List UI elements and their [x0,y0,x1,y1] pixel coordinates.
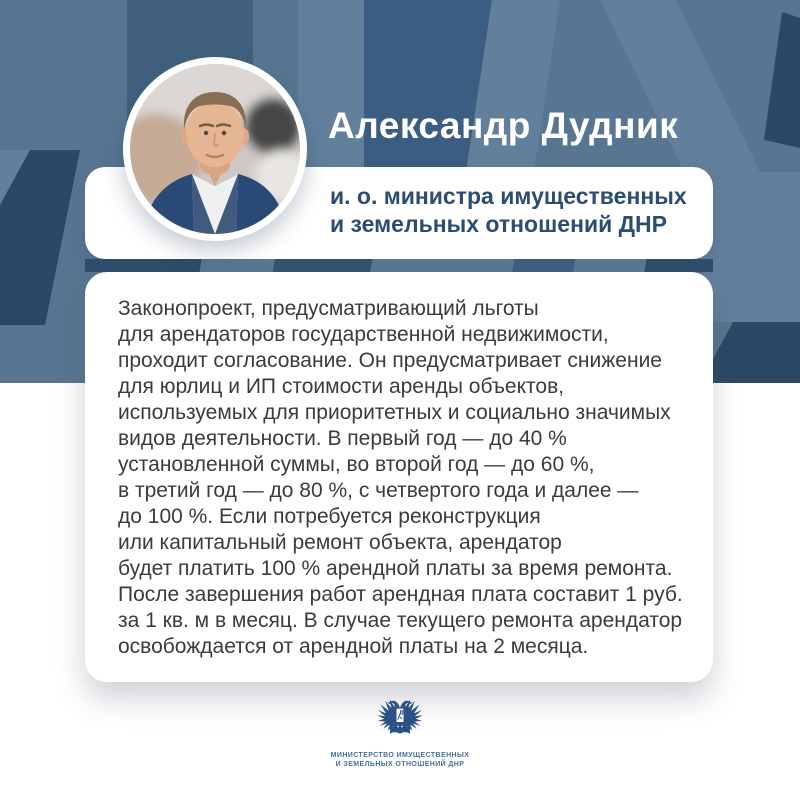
quote-line: будет платить 100 % арендной платы за время ремонта. [118,557,673,580]
quote-text [118,296,693,660]
quote-line: до 100 %. Если потребуется реконструкция [118,505,541,528]
quote-line: Законопроект, предусматривающий льготы [118,297,539,320]
person-name: Александр Дудник [328,105,679,146]
ministry-name-line: МИНИСТЕРСТВО ИМУЩЕСТВЕННЫХ [330,752,470,759]
ministry-logo [0,690,800,769]
quote-line: или капитальный ремонт объекта, арендатор [118,531,562,554]
ministry-name-line: И ЗЕМЕЛЬНЫХ ОТНОШЕНИЙ ДНР [335,761,465,768]
ministry-name [331,751,470,769]
quote-line: за 1 кв. м в месяц. В случае текущего ремонта арендатор [118,609,683,632]
quote-line: проходит согласование. Он предусматривает снижение [118,349,662,372]
portrait-photo [130,64,300,234]
eagle-emblem-icon [373,690,427,746]
quote-line: видов деятельности. В первый год — до 40 % [118,427,567,450]
quote-line: для юрлиц и ИП стоимости аренды объектов, [118,375,565,398]
person-title-line: и земельных отношений ДНР [330,211,667,237]
quote-line: используемых для приоритетных и социально значимых [118,401,671,424]
person-title-line: и. о. министра имущественных [330,183,687,209]
avatar [123,57,307,241]
quote-line: После завершения работ арендная плата составит 1 руб. [118,583,683,606]
quote-line: для арендаторов государственной недвижимости, [118,323,609,346]
quote-line: освобождается от арендной платы на 2 месяца. [118,635,589,658]
quote-line: в третий год — до 80 %, с четвертого года и далее — [118,479,639,502]
quote-card [85,272,713,682]
person-title [330,182,687,238]
quote-line: установленной суммы, во второй год — до 60 %, [118,453,595,476]
divider-strip [85,259,713,272]
